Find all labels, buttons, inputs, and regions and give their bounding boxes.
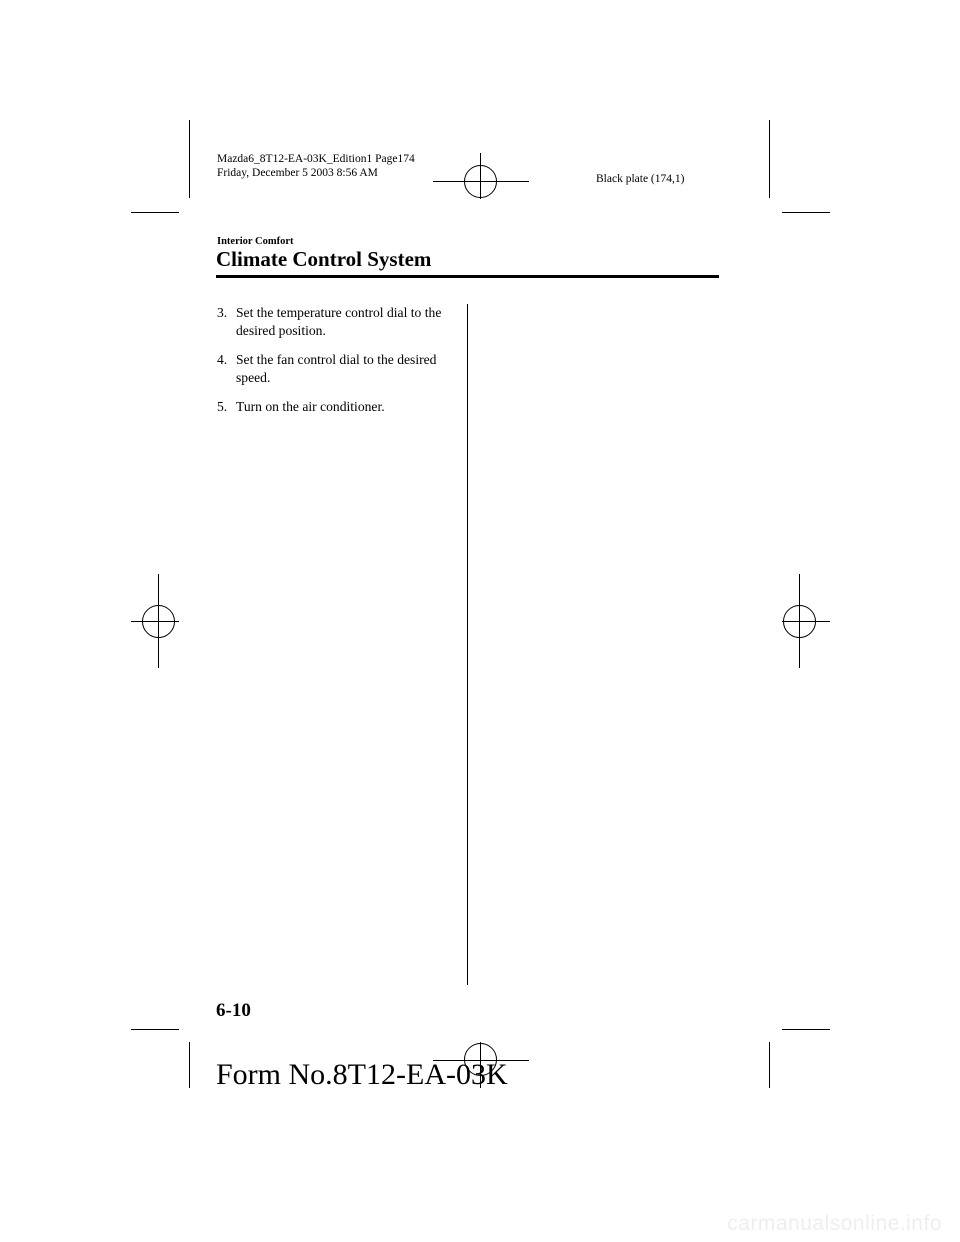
instruction-list (217, 304, 447, 427)
registration-circle-icon (142, 605, 175, 638)
list-item (217, 351, 447, 387)
print-timestamp: Friday, December 5 2003 8:56 AM (217, 167, 378, 179)
crop-mark (131, 1029, 179, 1030)
form-number: Form No.8T12-EA-03K (216, 1058, 508, 1091)
step-number: 4. (217, 352, 228, 367)
registration-mark-top (433, 153, 529, 199)
crop-mark (769, 1042, 770, 1088)
crop-mark (189, 1042, 190, 1088)
watermark: carmanualsonline.info (727, 1212, 942, 1235)
page-title: Climate Control System (216, 247, 432, 271)
print-metadata (217, 152, 415, 180)
section-label: Interior Comfort (217, 236, 294, 247)
page-number: 6-10 (216, 1000, 251, 1021)
list-item (217, 398, 447, 416)
plate-label: Black plate (174,1) (596, 173, 685, 185)
crop-mark (769, 120, 770, 198)
step-text: Set the temperature control dial to the desired position. (236, 305, 442, 338)
list-item (217, 304, 447, 340)
crop-mark (782, 1029, 830, 1030)
crop-mark (131, 212, 179, 213)
registration-mark-right (782, 574, 830, 668)
registration-circle-icon (783, 605, 816, 638)
column-divider (467, 304, 468, 985)
step-text: Set the fan control dial to the desired speed. (236, 352, 437, 385)
print-file-info: Mazda6_8T12-EA-03K_Edition1 Page174 (217, 153, 415, 165)
step-number: 5. (217, 399, 228, 414)
registration-circle-icon (464, 165, 497, 198)
step-text: Turn on the air conditioner. (236, 399, 385, 414)
crop-mark (782, 212, 830, 213)
step-number: 3. (217, 305, 228, 320)
crop-mark (189, 120, 190, 198)
registration-mark-left (131, 574, 179, 668)
title-rule (216, 275, 719, 278)
